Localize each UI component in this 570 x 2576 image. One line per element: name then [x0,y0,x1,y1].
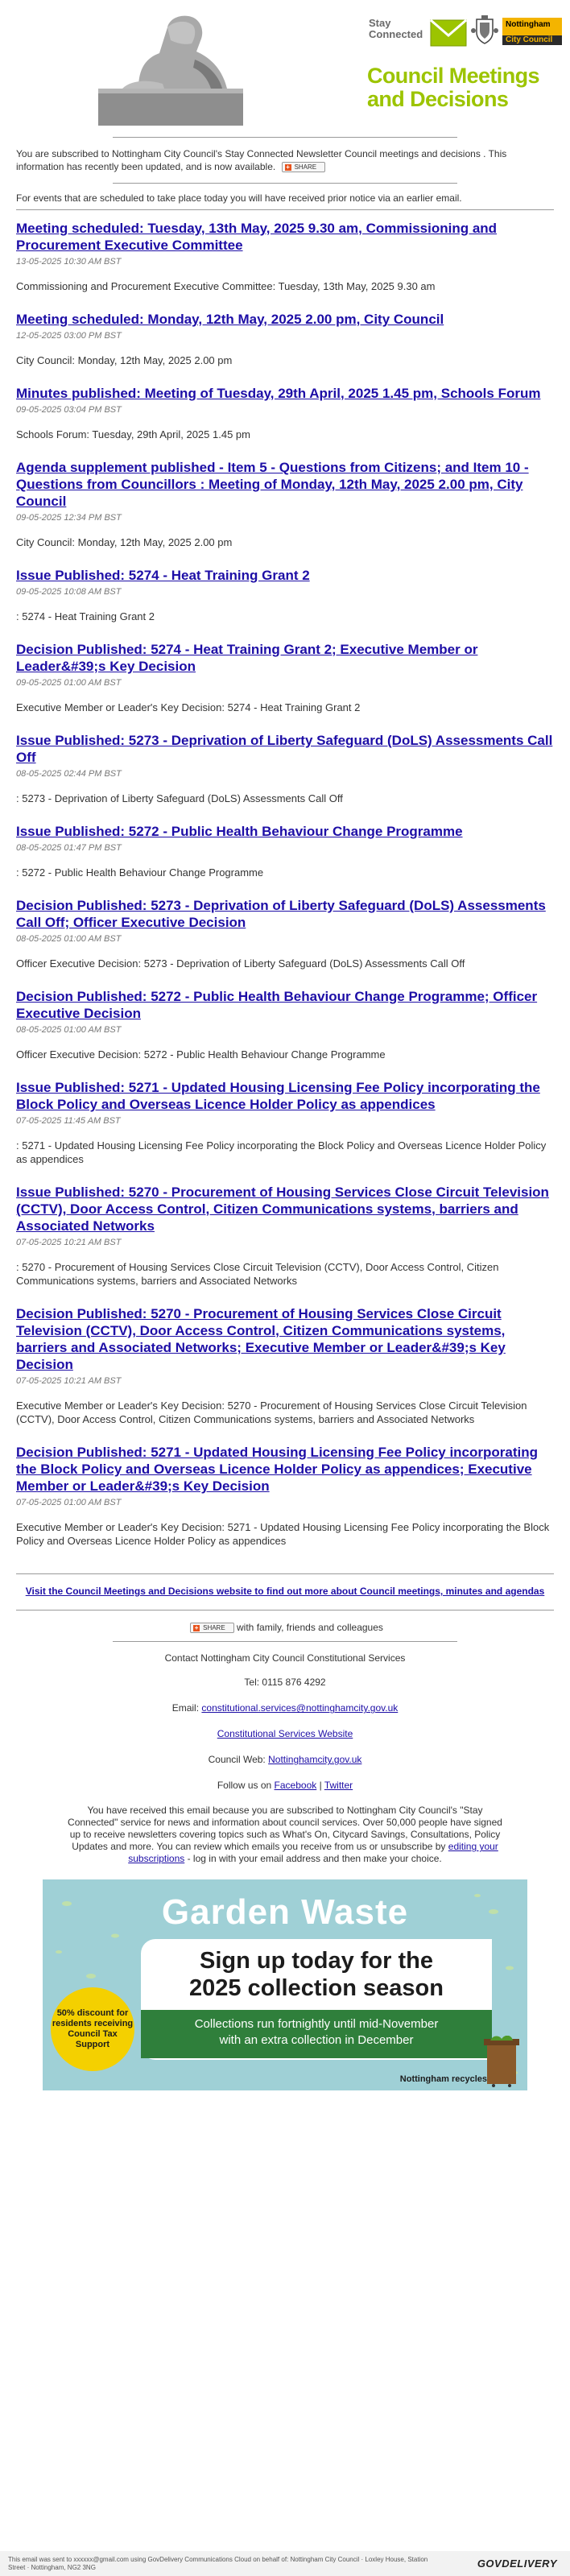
email-header [0,0,570,137]
stay-connected-logo [369,16,469,48]
contact-heading: Contact Nottingham City Council Constitutional Services [164,1652,406,1664]
share-button-footer[interactable] [190,1623,234,1633]
newsletter-title-line2: and Decisions [367,87,509,111]
update-item-title-link[interactable]: Issue Published: 5271 - Updated Housing Licensing Fee Policy incorporating the Block Policy and Overseas Licence Holder Policy as appendices [16,1080,540,1112]
update-item-title-link[interactable]: Decision Published: 5270 - Procurement of Housing Services Close Circuit Television (CCTV), Door Access Control, Citizen Communications systems, barriers and Associated Networks; Executive Member or Leader&#39;s Key Decision [16,1306,506,1372]
update-item-date: 08-05-2025 01:47 PM BST [16,843,122,853]
update-item-date: 13-05-2025 10:30 AM BST [16,257,122,267]
banner-title: Garden Waste [161,1892,409,1933]
update-item-date: 07-05-2025 01:00 AM BST [16,1498,122,1507]
update-item-title-link[interactable]: Issue Published: 5273 - Deprivation of Liberty Safeguard (DoLS) Assessments Call Off [16,733,553,765]
update-item-title-link[interactable]: Meeting scheduled: Monday, 12th May, 2025 2.00 pm, City Council [16,312,444,327]
update-item-description: Executive Member or Leader's Key Decision: 5270 - Procurement of Housing Services Close Circuit Television (CCTV), Door Access Control, Citizen Communications systems, barriers and Associated Networks [16,1400,527,1425]
share-row-text: with family, friends and colleagues [237,1622,383,1633]
govdelivery-footer-bar [0,2551,570,2576]
follow-us-label: Follow us on [217,1780,272,1792]
update-item-description: : 5272 - Public Health Behaviour Change Programme [16,866,264,879]
updates-list [0,220,570,1548]
banner-collections-line1: Collections run fortnightly until mid-November [194,2017,439,2032]
council-web-row [0,1753,570,1766]
update-item-date: 08-05-2025 02:44 PM BST [16,769,122,779]
prior-notice-text: For events that are scheduled to take place today you will have received prior notice via an earlier email. [16,192,462,204]
update-item [16,988,554,1061]
update-item-title-link[interactable]: Minutes published: Meeting of Tuesday, 29th April, 2025 1.45 pm, Schools Forum [16,386,541,401]
update-item-description: Officer Executive Decision: 5272 - Public Health Behaviour Change Programme [16,1048,386,1061]
discount-badge: 50% discount for residents receiving Council Tax Support [51,1987,134,2071]
update-item-title-link[interactable]: Decision Published: 5273 - Deprivation of Liberty Safeguard (DoLS) Assessments Call Off; Officer Executive Decision [16,898,546,930]
update-item-title-link[interactable]: Issue Published: 5274 - Heat Training Grant 2 [16,568,310,583]
update-item-description: Executive Member or Leader's Key Decision: 5274 - Heat Training Grant 2 [16,701,361,713]
lion-statue-image [90,11,251,126]
update-item-description: Executive Member or Leader's Key Decision: 5271 - Updated Housing Licensing Fee Policy incorporating the Block Policy and Overseas Licence Holder Policy as appendices [16,1521,550,1547]
update-item-date: 07-05-2025 10:21 AM BST [16,1238,122,1247]
legal-text [0,1805,570,1865]
twitter-link[interactable]: Twitter [324,1780,353,1792]
update-item-description: City Council: Monday, 12th May, 2025 2.00 pm [16,536,233,548]
garden-waste-banner[interactable] [43,1879,527,2090]
divider [16,1610,554,1611]
council-web-link[interactable]: Nottinghamcity.gov.uk [268,1754,362,1766]
stay-connected-line2: Connected [369,28,423,40]
update-item-description: Officer Executive Decision: 5273 - Deprivation of Liberty Safeguard (DoLS) Assessments Call Off [16,957,465,970]
banner-collections-line2: with an extra collection in December [219,2033,414,2048]
update-item-date: 09-05-2025 03:04 PM BST [16,405,122,415]
council-meetings-website-link[interactable]: Visit the Council Meetings and Decisions website to find out more about Council meetings, minutes and agendas [25,1586,545,1597]
coat-of-arms-icon [470,14,499,47]
constitutional-services-website-link[interactable]: Constitutional Services Website [217,1728,353,1740]
update-item-date: 07-05-2025 10:21 AM BST [16,1376,122,1386]
banner-subtitle-line2: 2025 collection season [189,1975,444,2002]
newsletter-title-line1: Council Meetings [367,64,539,88]
facebook-link[interactable]: Facebook [274,1780,317,1792]
contact-email-row [0,1701,570,1714]
newsletter-title [367,64,565,111]
update-item-description: : 5270 - Procurement of Housing Services Close Circuit Television (CCTV), Door Access Control, Citizen Communications systems, barriers and Associated Networks [16,1261,499,1287]
contact-tel: Tel: 0115 876 4292 [244,1677,326,1689]
update-item [16,1444,554,1548]
intro-message: You are subscribed to Nottingham City Council's Stay Connected Newsletter Council meetings and decisions . This information has recently been updated, and is now available. [16,148,507,172]
update-item [16,641,554,714]
update-item-title-link[interactable]: Agenda supplement published - Item 5 - Questions from Citizens; and Item 10 - Questions from Councillors : Meeting of Monday, 12th May, 2025 2.00 pm, City Council [16,460,529,509]
contact-email-link[interactable]: constitutional.services@nottinghamcity.gov.uk [201,1702,399,1714]
plus-icon: + [286,163,290,172]
divider [113,1641,457,1642]
update-item [16,1079,554,1166]
update-item-date: 12-05-2025 03:00 PM BST [16,331,122,341]
update-item [16,567,554,623]
update-item [16,897,554,970]
update-item-description: City Council: Monday, 12th May, 2025 2.00 pm [16,354,233,366]
update-item-description: : 5271 - Updated Housing Licensing Fee Policy incorporating the Block Policy and Overseas Licence Holder Policy as appendices [16,1139,547,1165]
update-item-title-link[interactable]: Decision Published: 5271 - Updated Housing Licensing Fee Policy incorporating the Block Policy and Overseas Licence Holder Policy as appendices; Executive Member or Leader&#39;s Key Decision [16,1445,539,1494]
update-item-date: 07-05-2025 11:45 AM BST [16,1116,121,1126]
update-item-description: Schools Forum: Tuesday, 29th April, 2025 1.45 pm [16,428,250,440]
update-item-date: 09-05-2025 12:34 PM BST [16,513,122,523]
update-item-title-link[interactable]: Issue Published: 5272 - Public Health Behaviour Change Programme [16,824,463,839]
divider [16,1573,554,1574]
update-item-description: : 5274 - Heat Training Grant 2 [16,610,155,622]
update-item [16,823,554,879]
update-item [16,385,554,441]
envelope-icon [430,19,467,47]
update-item [16,459,554,549]
govdelivery-footer-text: This email was sent to xxxxxx@gmail.com using GovDelivery Communications Cloud on behalf of: Nottingham City Council · Loxley House, Station Street · Nottingham, NG2 3NG [8,2556,428,2571]
legal-text-after: - log in with your email address and then make your choice. [187,1853,442,1865]
update-item-date: 09-05-2025 01:00 AM BST [16,678,122,688]
update-item-date: 08-05-2025 01:00 AM BST [16,934,122,944]
banner-subtitle [163,1947,469,2002]
update-item-title-link[interactable]: Decision Published: 5274 - Heat Training Grant 2; Executive Member or Leader&#39;s Key Decision [16,642,478,674]
update-item [16,220,554,293]
update-item-date: 09-05-2025 10:08 AM BST [16,587,122,597]
contact-email-label: Email: [171,1702,200,1714]
update-item-description: Commissioning and Procurement Executive Committee: Tuesday, 13th May, 2025 9.30 am [16,280,436,292]
update-item [16,1184,554,1288]
garden-bin-icon [482,2036,521,2087]
share-button[interactable] [282,162,326,172]
update-item [16,1305,554,1426]
nottingham-recycles-logo: Nottingham recycles [399,2074,487,2085]
intro-text [0,138,570,173]
banner-collections-text [155,2016,477,2049]
council-web-label: Council Web: [208,1754,266,1766]
edit-subscriptions-link[interactable]: editing your subscriptions [128,1841,498,1865]
update-item-title-link[interactable]: Issue Published: 5270 - Procurement of Housing Services Close Circuit Television (CCTV), Door Access Control, Citizen Communications systems, barriers and Associated Networks [16,1185,549,1234]
ncc-logo-line1: Nottingham [506,20,551,29]
follow-us-row: Follow us on Facebook | Twitter [217,1780,353,1792]
update-item-date: 08-05-2025 01:00 AM BST [16,1025,122,1035]
share-row [0,1622,570,1633]
update-item [16,732,554,805]
share-button-footer-label: SHARE [203,1624,225,1632]
banner-subtitle-line1: Sign up today for the [200,1948,433,1974]
contact-footer [0,1652,570,1865]
update-item-title-link[interactable]: Decision Published: 5272 - Public Health Behaviour Change Programme; Officer Executive Decision [16,989,538,1021]
nottingham-city-council-logo [502,18,562,45]
govdelivery-logo[interactable]: GOVDELIVERY [477,2557,557,2570]
ncc-logo-line2: City Council [506,35,553,44]
plus-icon: + [194,1624,199,1632]
stay-connected-line1: Stay [369,17,391,29]
update-item-description: : 5273 - Deprivation of Liberty Safeguard (DoLS) Assessments Call Off [16,792,343,804]
update-item-title-link[interactable]: Meeting scheduled: Tuesday, 13th May, 2025 9.30 am, Commissioning and Procurement Executive Committee [16,221,498,253]
legal-text-before: You have received this email because you are subscribed to Nottingham City Council's "Stay Connected" service for news and information about council services. Over 50,000 people have signed up to receive newsletters covering topics such as What's On, Citycard Savings, Consultations, Policy Updates and more. You can review which emails you receive from us or unsubscribe by [68,1805,502,1853]
share-button-label: SHARE [294,163,317,172]
update-item [16,311,554,367]
